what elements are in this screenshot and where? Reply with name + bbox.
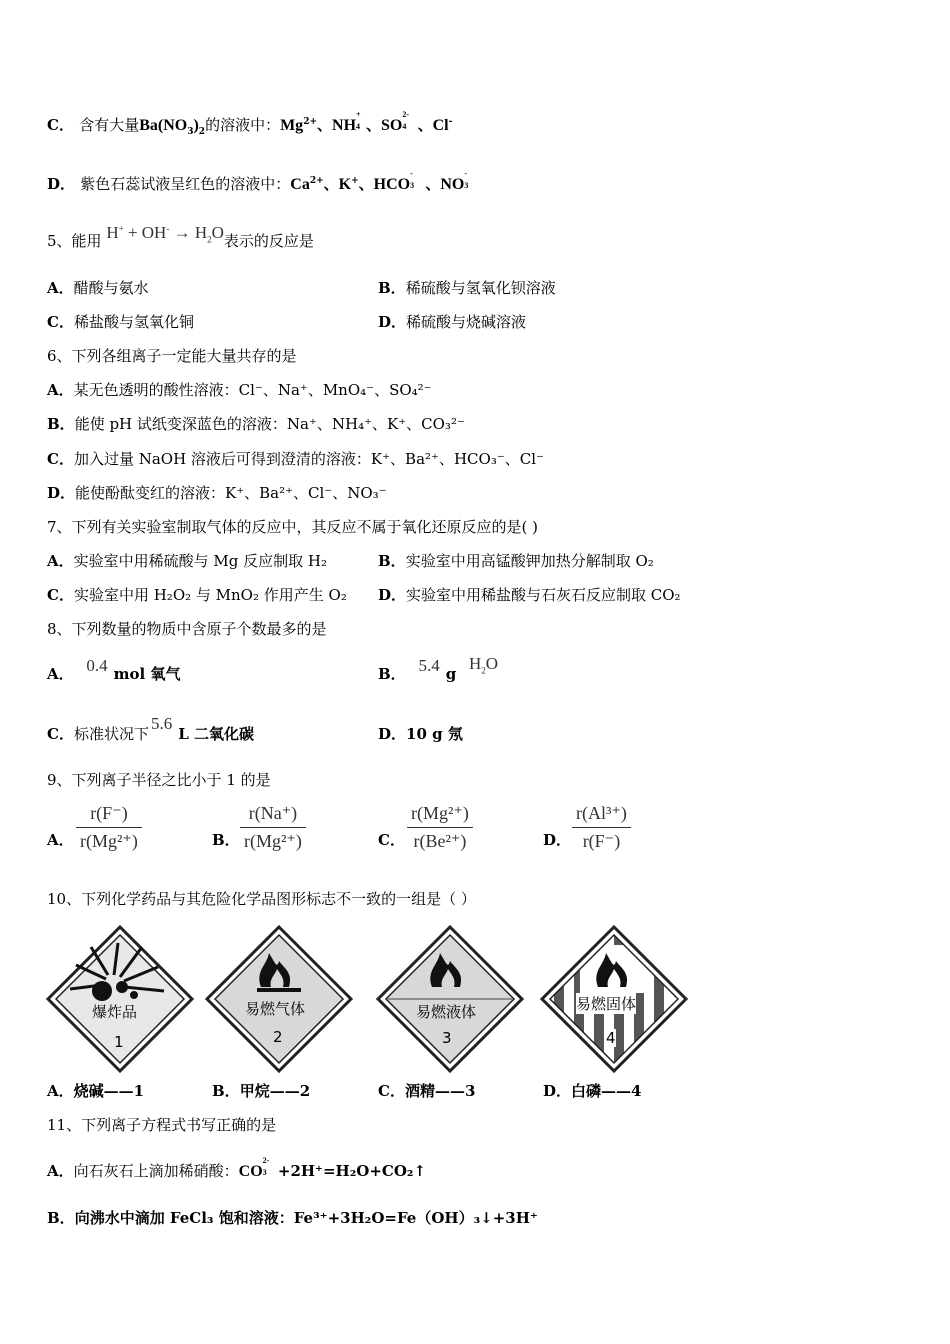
q8-option-b: B． 5.4 g $H_2O$ (378, 654, 499, 683)
q6-option-d: D．能使酚酞变红的溶液：K⁺、Ba²⁺、Cl⁻、NO₃⁻ (47, 484, 387, 502)
explosive-sign-label: 爆炸品 (92, 1003, 138, 1021)
q8-option-a: A． 0.4 mol 氧气 (47, 656, 181, 683)
q11-option-a: A．向石灰石上滴加稀硝酸：CO 2- 3 +2H⁺=H₂O+CO₂↑ (47, 1156, 427, 1180)
flammable-liquid-sign (376, 925, 524, 1073)
q4-option-c: C． 含有大量$Ba(NO_3)_2$的溶液中：$Mg^{2+}$、NH + 4 、SO 2- 4 、Cl- (47, 110, 453, 137)
q5-option-d: D．稀硫酸与烧碱溶液 (378, 313, 527, 331)
flammable-gas-sign-label: 易燃气体 (245, 1000, 306, 1018)
q8-option-c: C．标准状况下5.6L 二氧化碳 (47, 714, 254, 743)
q5-option-b: B．稀硫酸与氢氧化钡溶液 (378, 279, 556, 297)
q10-stem: 10、下列化学药品与其危险化学品图形标志不一致的一组是（ ） (47, 890, 476, 908)
flammable-solid-sign-label: 易燃固体 (576, 995, 637, 1013)
flammable-solid-sign-number: 4 (606, 1029, 616, 1047)
flammable-gas-sign-number: 2 (273, 1028, 283, 1046)
q5-stem: 5、能用 $H^+ + OH^- \to H_2O$表示的反应是 (47, 223, 314, 250)
q5-option-a: A．醋酸与氨水 (47, 279, 149, 297)
flammable-liquid-sign-label: 易燃液体 (416, 1003, 477, 1021)
q9-option-a-label: A． (47, 831, 74, 849)
q8-option-d: D．10 g 氖 (378, 725, 463, 743)
q4-option-d: D． 紫色石蕊试液呈红色的溶液中：$Ca^{2+}$、K+、HCO - 3 、NO - 3 (47, 169, 469, 193)
q7-option-b: B．实验室中用高锰酸钾加热分解制取 O₂ (378, 552, 654, 570)
q6-stem: 6、下列各组离子一定能大量共存的是 (47, 347, 297, 365)
q6-option-a: A．某无色透明的酸性溶液：Cl⁻、Na⁺、MnO₄⁻、SO₄²⁻ (47, 381, 432, 399)
q10-option-c: C．酒精——3 (378, 1082, 476, 1100)
q7-option-c: C．实验室中用 H₂O₂ 与 MnO₂ 作用产生 O₂ (47, 586, 347, 604)
q9-option-c-label: C． (378, 831, 405, 849)
explosive-sign (46, 925, 194, 1073)
q9-option-b-fraction: r(Na⁺) r(Mg²⁺) (240, 803, 306, 852)
q9-option-b-label: B． (212, 831, 240, 849)
q11-option-b: B．向沸水中滴加 FeCl₃ 饱和溶液：Fe³⁺+3H₂O=Fe（OH）₃↓+3H⁺ (47, 1209, 538, 1227)
q7-option-a: A．实验室中用稀硫酸与 Mg 反应制取 H₂ (47, 552, 328, 570)
flammable-gas-sign (205, 925, 353, 1073)
q9-option-d-fraction: r(Al³⁺) r(F⁻) (572, 803, 631, 852)
q9-option-c-fraction: r(Mg²⁺) r(Be²⁺) (407, 803, 473, 852)
q10-option-a: A．烧碱——1 (47, 1082, 145, 1100)
q8-stem: 8、下列数量的物质中含原子个数最多的是 (47, 620, 327, 638)
q6-option-b: B．能使 pH 试纸变深蓝色的溶液：Na⁺、NH₄⁺、K⁺、CO₃²⁻ (47, 415, 465, 433)
q7-option-d: D．实验室中用稀盐酸与石灰石反应制取 CO₂ (378, 586, 681, 604)
q9-stem: 9、下列离子半径之比小于 1 的是 (47, 771, 271, 789)
q9-option-a-fraction: r(F⁻) r(Mg²⁺) (76, 803, 142, 852)
q9-option-d-label: D． (543, 831, 572, 849)
q10-option-b: B．甲烷——2 (212, 1082, 311, 1100)
flammable-liquid-sign-number: 3 (442, 1029, 452, 1047)
q11-stem: 11、下列离子方程式书写正确的是 (47, 1116, 277, 1134)
q5-option-c: C．稀盐酸与氢氧化铜 (47, 313, 194, 331)
explosive-sign-number: 1 (114, 1033, 124, 1051)
q7-stem: 7、下列有关实验室制取气体的反应中，其反应不属于氧化还原反应的是( ) (47, 518, 539, 536)
q10-option-d: D．白磷——4 (543, 1082, 642, 1100)
q6-option-c: C．加入过量 NaOH 溶液后可得到澄清的溶液：K⁺、Ba²⁺、HCO₃⁻、Cl⁻ (47, 450, 544, 468)
flammable-solid-sign (540, 925, 688, 1073)
